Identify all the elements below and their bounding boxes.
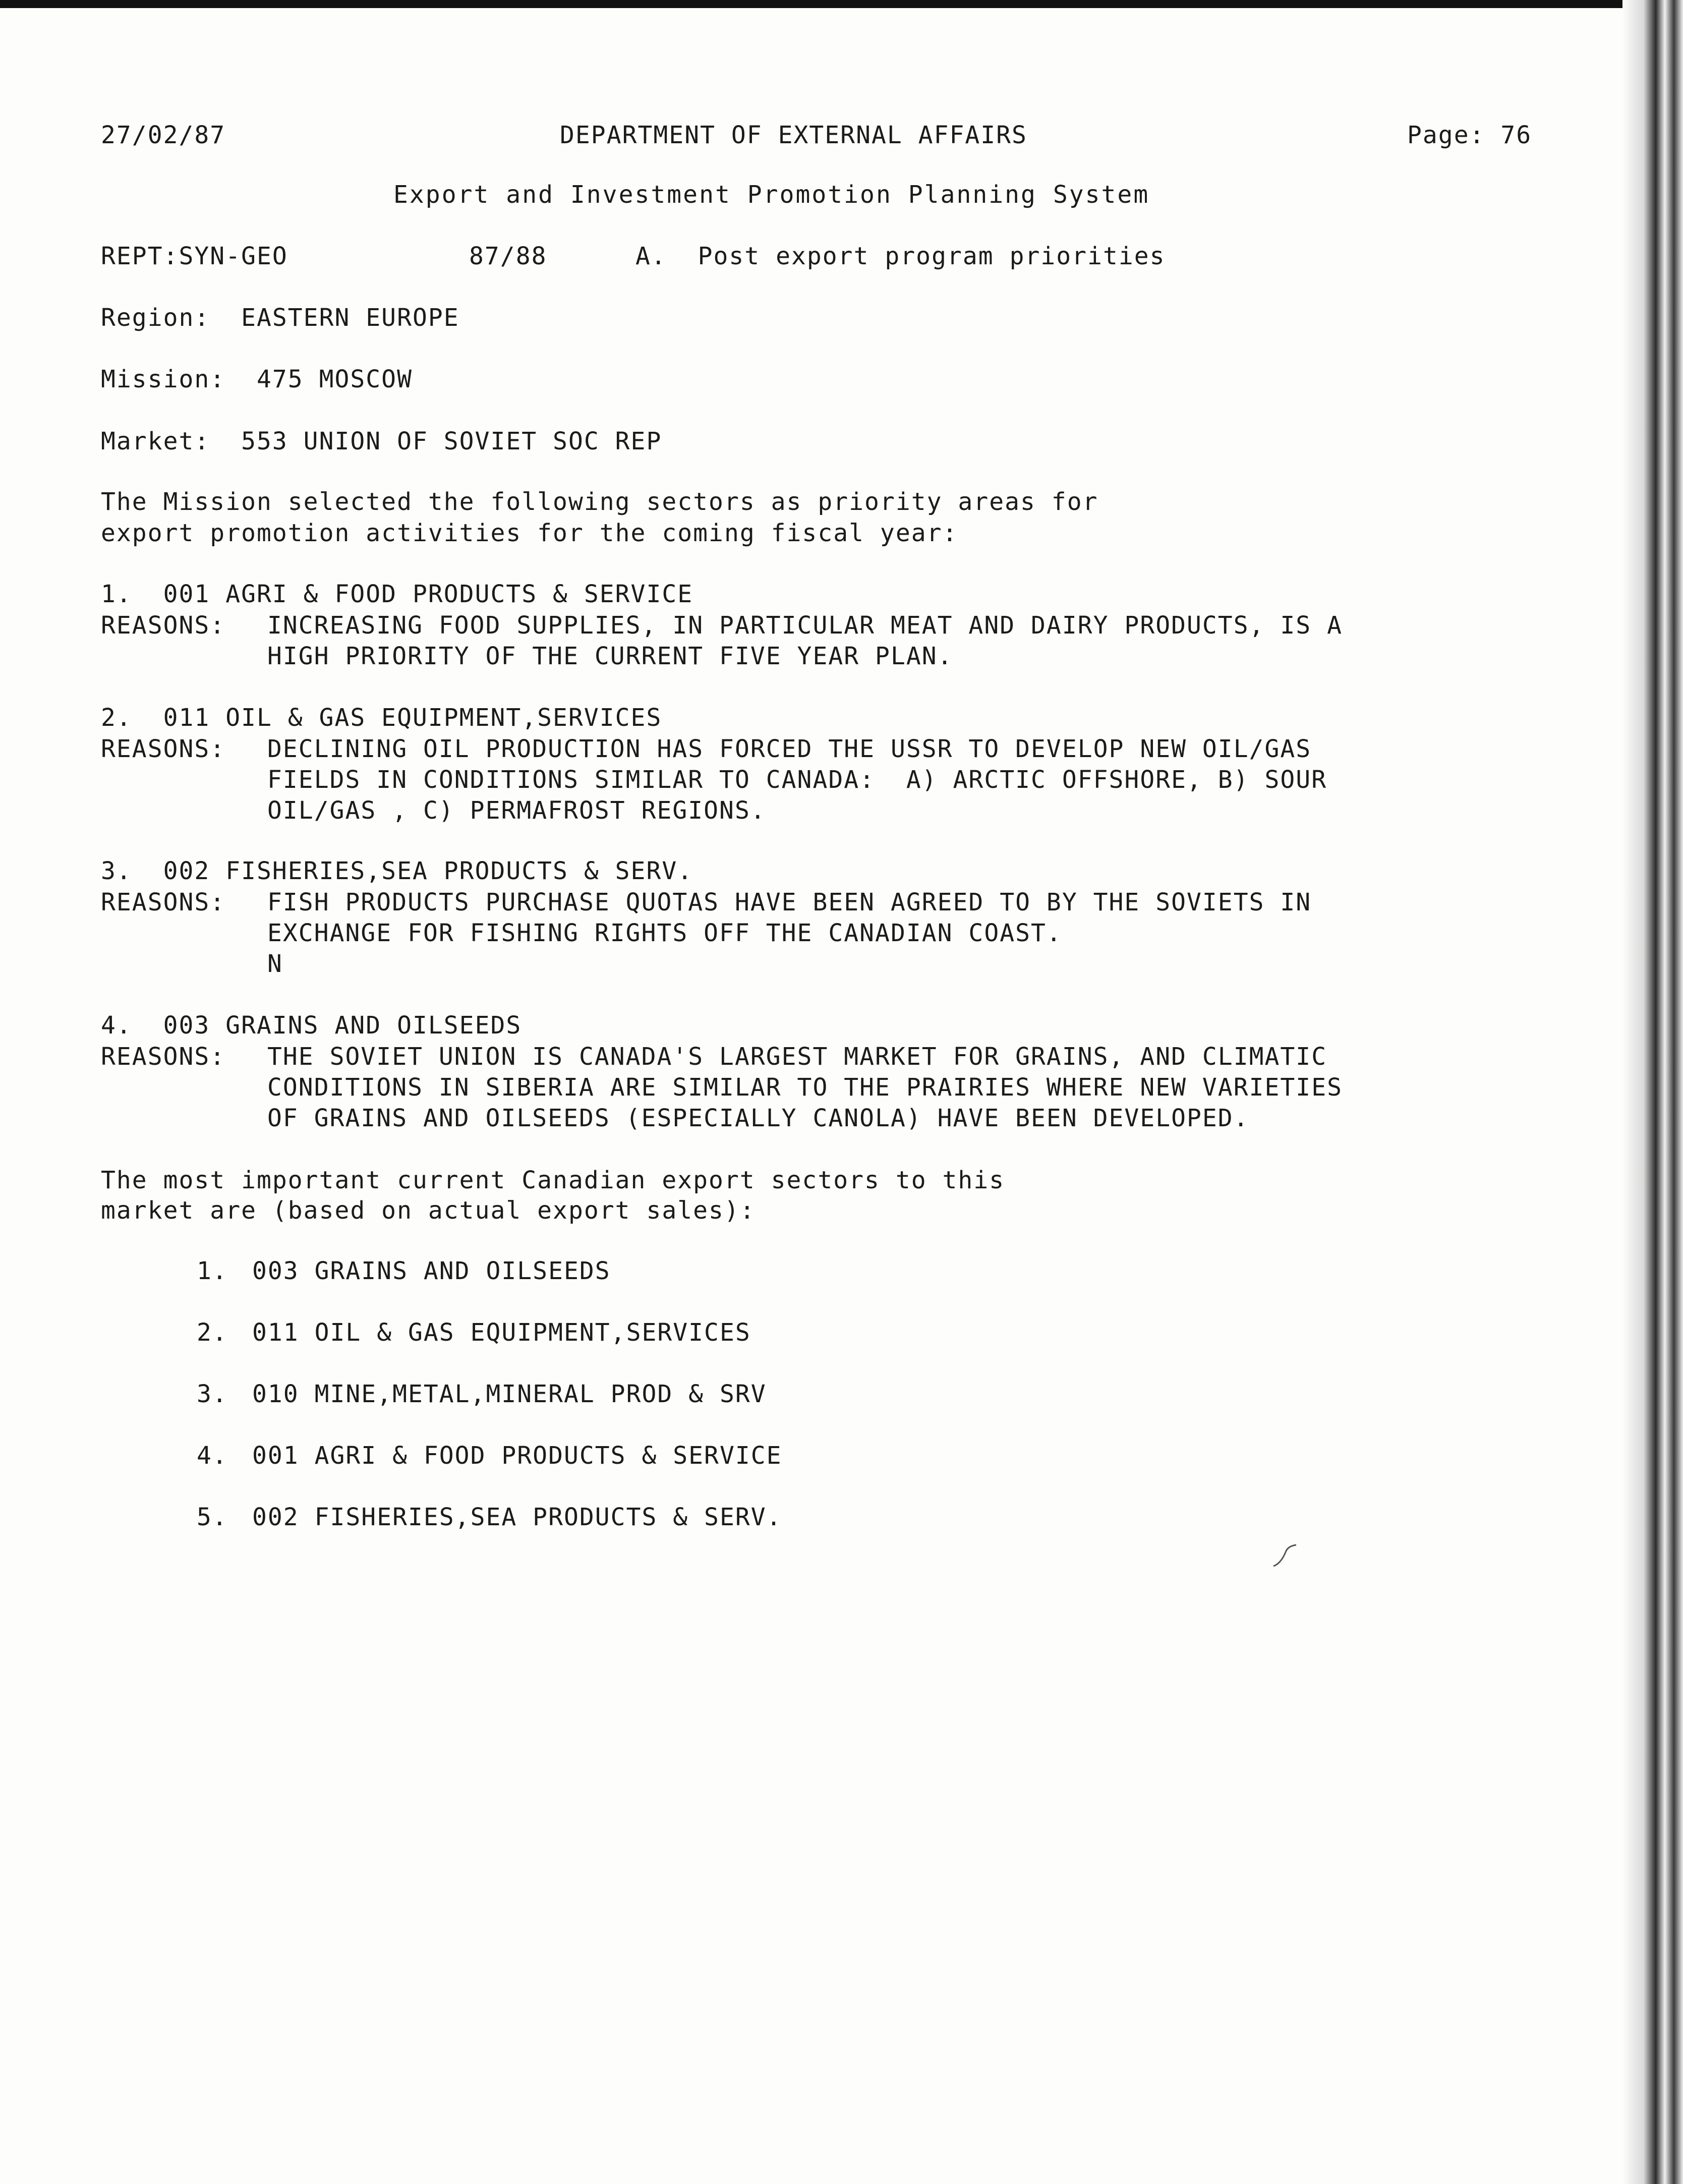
reasons-label: REASONS: (101, 1043, 226, 1071)
priority-title: 2. 011 OIL & GAS EQUIPMENT,SERVICES (101, 704, 662, 732)
pen-mark (1271, 1541, 1301, 1571)
reasons-label: REASONS: (101, 888, 226, 916)
report-code: REPT:SYN-GEO (101, 242, 288, 270)
list-number: 5. (197, 1503, 228, 1531)
region-line: Region: EASTERN EUROPE (101, 304, 459, 332)
reason-line: CONDITIONS IN SIBERIA ARE SIMILAR TO THE PRAIRIES WHERE NEW VARIETIES (267, 1073, 1343, 1102)
list-item: 010 MINE,METAL,MINERAL PROD & SRV (252, 1380, 767, 1408)
list-number: 3. (197, 1380, 228, 1408)
reasons-label: REASONS: (101, 735, 226, 763)
list-number: 1. (197, 1257, 228, 1285)
list-item: 001 AGRI & FOOD PRODUCTS & SERVICE (252, 1442, 782, 1470)
mission-line: Mission: 475 MOSCOW (101, 365, 413, 393)
priority-title: 1. 001 AGRI & FOOD PRODUCTS & SERVICE (101, 580, 693, 608)
page-number: Page: 76 (1407, 121, 1532, 149)
reason-line: N (267, 950, 283, 978)
system-title: Export and Investment Promotion Planning System (393, 181, 1150, 209)
list-item: 003 GRAINS AND OILSEEDS (252, 1257, 611, 1285)
current-intro-line-2: market are (based on actual export sales): (101, 1196, 756, 1225)
reason-line: EXCHANGE FOR FISHING RIGHTS OFF THE CANADIAN COAST. (267, 919, 1062, 947)
binder-edge (1622, 0, 1683, 2184)
current-intro-line-1: The most important current Canadian export sectors to this (101, 1166, 1005, 1194)
list-item: 002 FISHERIES,SEA PRODUCTS & SERV. (252, 1503, 782, 1531)
reason-line: FIELDS IN CONDITIONS SIMILAR TO CANADA: A) ARCTIC OFFSHORE, B) SOUR (267, 766, 1327, 794)
reason-line: DECLINING OIL PRODUCTION HAS FORCED THE USSR TO DEVELOP NEW OIL/GAS (267, 735, 1312, 763)
intro-line-1: The Mission selected the following sectors as priority areas for (101, 488, 1098, 516)
priority-title: 3. 002 FISHERIES,SEA PRODUCTS & SERV. (101, 857, 693, 885)
department-title: DEPARTMENT OF EXTERNAL AFFAIRS (560, 121, 1027, 149)
list-number: 2. (197, 1318, 228, 1347)
list-item: 011 OIL & GAS EQUIPMENT,SERVICES (252, 1318, 751, 1347)
priority-title: 4. 003 GRAINS AND OILSEEDS (101, 1011, 522, 1040)
report-section: A. Post export program priorities (635, 242, 1166, 270)
intro-line-2: export promotion activities for the coming fiscal year: (101, 519, 958, 547)
reason-line: INCREASING FOOD SUPPLIES, IN PARTICULAR MEAT AND DAIRY PRODUCTS, IS A (267, 611, 1343, 640)
reason-line: FISH PRODUCTS PURCHASE QUOTAS HAVE BEEN AGREED TO BY THE SOVIETS IN (267, 888, 1312, 916)
list-number: 4. (197, 1442, 228, 1470)
reason-line: THE SOVIET UNION IS CANADA'S LARGEST MARKET FOR GRAINS, AND CLIMATIC (267, 1043, 1327, 1071)
market-line: Market: 553 UNION OF SOVIET SOC REP (101, 427, 662, 455)
report-year: 87/88 (469, 242, 547, 270)
reason-line: HIGH PRIORITY OF THE CURRENT FIVE YEAR PLAN. (267, 642, 953, 670)
report-date: 27/02/87 (101, 121, 226, 149)
reason-line: OIL/GAS , C) PERMAFROST REGIONS. (267, 796, 766, 825)
reason-line: OF GRAINS AND OILSEEDS (ESPECIALLY CANOLA) HAVE BEEN DEVELOPED. (267, 1104, 1249, 1132)
reasons-label: REASONS: (101, 611, 226, 640)
page-top-edge (0, 0, 1683, 8)
